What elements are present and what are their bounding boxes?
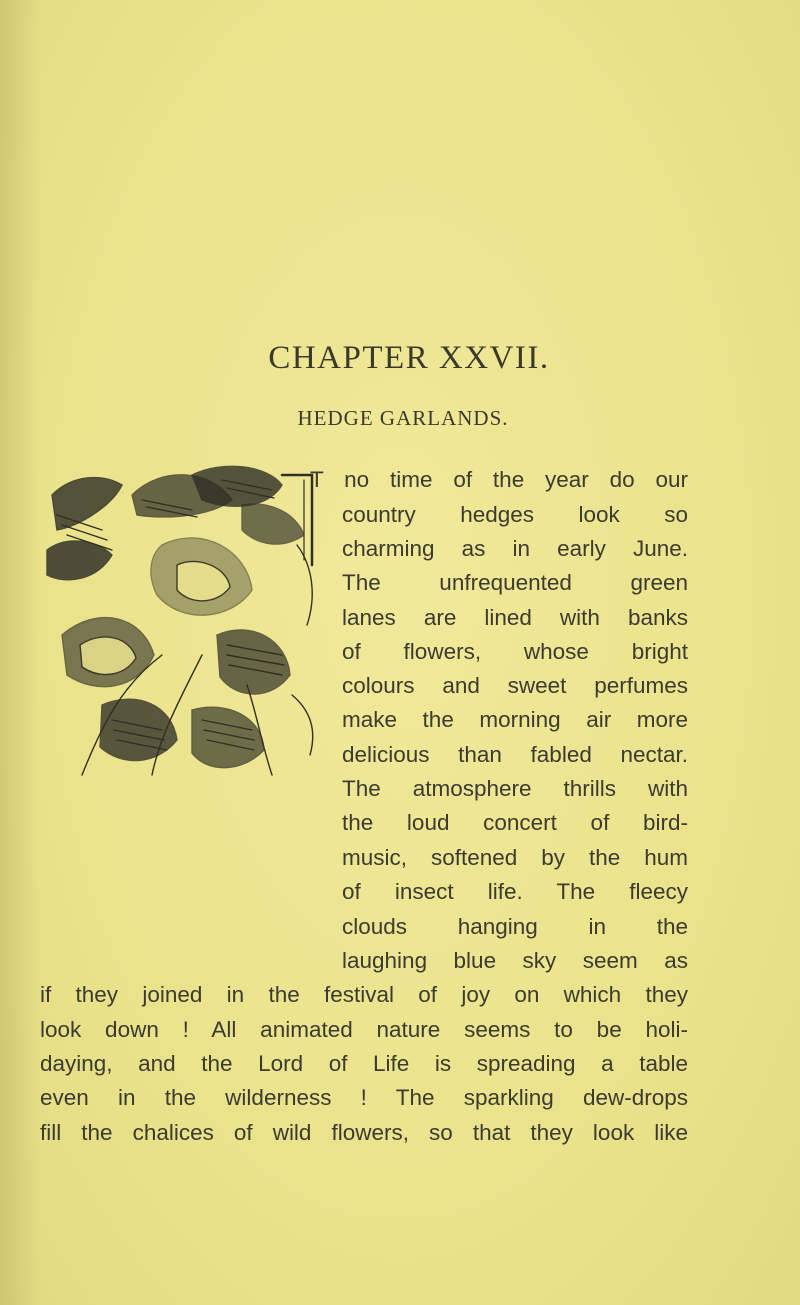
- text-line: charming as in early June.: [342, 536, 688, 561]
- text-line: lanes are lined with banks: [342, 605, 688, 630]
- text-line: colours and sweet perfumes: [342, 673, 688, 698]
- gutter-shadow: [0, 0, 40, 1305]
- text-line: of insect life. The fleecy: [342, 879, 688, 904]
- text-line: look down ! All animated nature seems to be holi-: [40, 1017, 688, 1042]
- text-line: country hedges look so: [342, 502, 688, 527]
- text-line: fill the chalices of wild flowers, so that they look like: [40, 1120, 688, 1145]
- text-line: delicious than fabled nectar.: [342, 742, 688, 767]
- floral-dropcap-illustration: [42, 455, 332, 785]
- text-line: The atmosphere thrills with: [342, 776, 688, 801]
- text-line: The unfrequented green: [342, 570, 688, 595]
- chapter-title: HEDGE GARLANDS.: [297, 406, 509, 430]
- text-line: daying, and the Lord of Life is spreading a table: [40, 1051, 688, 1076]
- text-line: the loud concert of bird-: [342, 810, 688, 835]
- text-line: laughing blue sky seem as: [342, 948, 688, 973]
- text-line: even in the wilderness ! The sparkling dew-drops: [40, 1085, 688, 1110]
- text-line: T no time of the year do our: [310, 467, 688, 492]
- text-line: of flowers, whose bright: [342, 639, 688, 664]
- text-line: music, softened by the hum: [342, 845, 688, 870]
- text-line: clouds hanging in the: [342, 914, 688, 939]
- text-line: make the morning air more: [342, 707, 688, 732]
- chapter-heading: CHAPTER XXVII.: [268, 340, 550, 376]
- text-line: if they joined in the festival of joy on which they: [40, 982, 688, 1007]
